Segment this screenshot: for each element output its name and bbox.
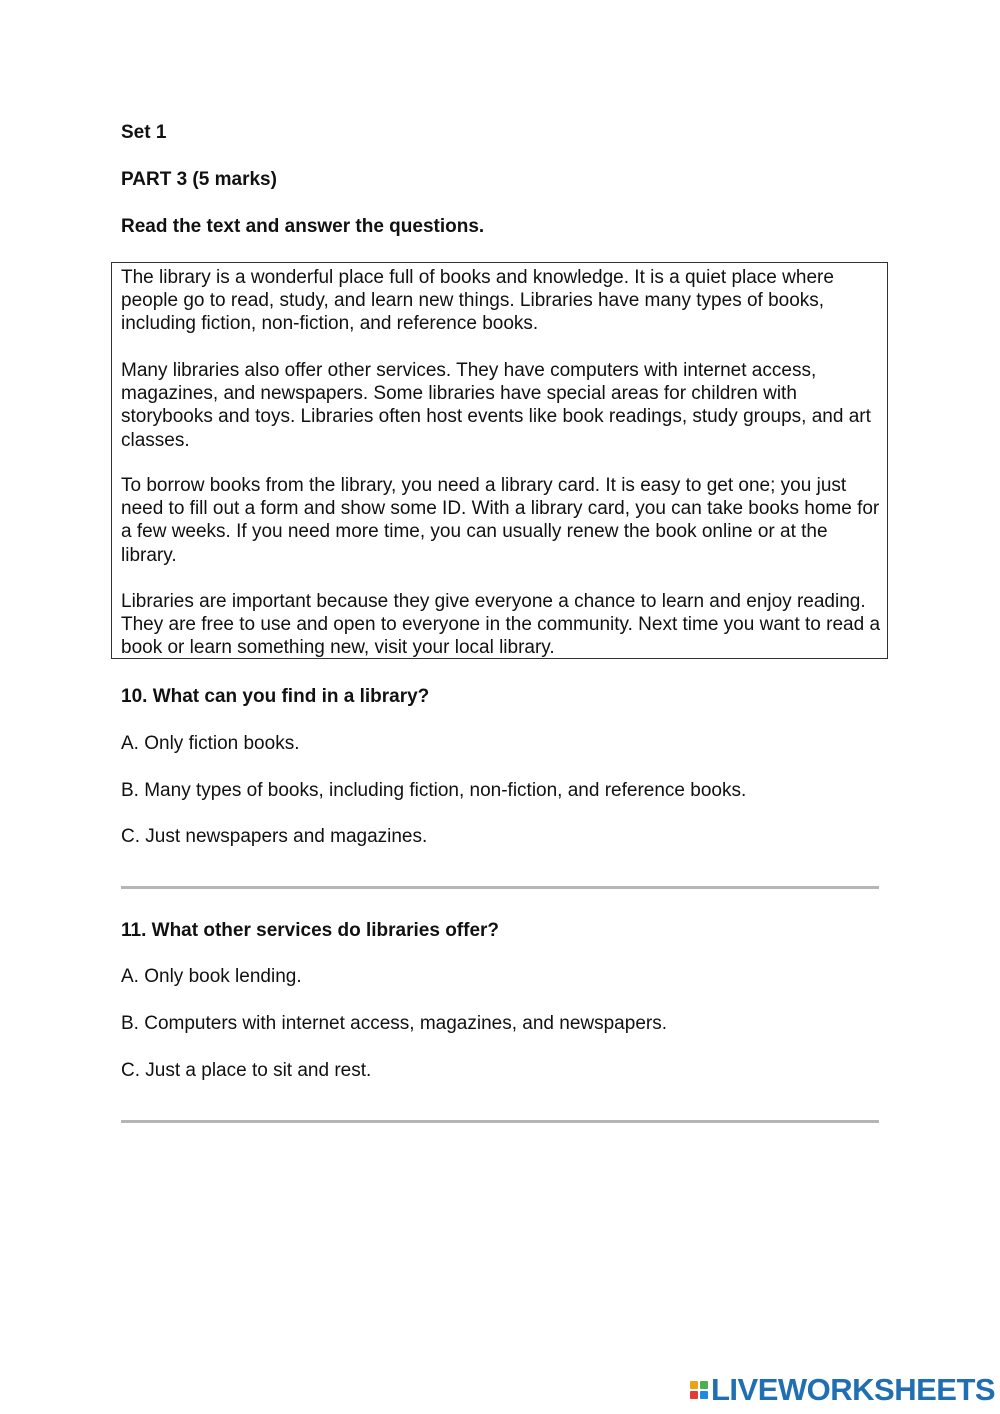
question-10-option-c[interactable]: C. Just newspapers and magazines. (121, 826, 428, 847)
liveworksheets-brand (690, 1373, 995, 1407)
instruction: Read the text and answer the questions. (121, 216, 485, 237)
logo-square-3 (690, 1391, 698, 1399)
brand-name: LIVEWORKSHEETS (711, 1372, 996, 1407)
part-title: PART 3 (5 marks) (121, 169, 277, 190)
passage-paragraph-3: To borrow books from the library, you need a library card. It is easy to get one; you just need to fill out a form and show some ID. With a library card, you can take books home for a few weeks. If you need more time, you can usually renew the book online or at the library. (121, 475, 880, 566)
question-11-prompt: 11. What other services do libraries offer? (121, 920, 500, 941)
question-11-option-a[interactable]: A. Only book lending. (121, 966, 302, 987)
logo-square-4 (700, 1391, 708, 1399)
logo-square-2 (700, 1381, 708, 1389)
liveworksheets-logo-icon (690, 1381, 708, 1399)
question-11-answer-line[interactable] (121, 1120, 879, 1123)
passage-paragraph-1: The library is a wonderful place full of books and knowledge. It is a quiet place where people go to read, study, and learn new things. Libraries have many types of books, including fiction, non-fiction, and reference books. (121, 267, 834, 335)
set-title: Set 1 (121, 122, 167, 143)
question-10-option-a[interactable]: A. Only fiction books. (121, 733, 300, 754)
passage-paragraph-2: Many libraries also offer other services. They have computers with internet access, magazines, and newspapers. Some libraries have special areas for children with storybooks and toys. Libraries often host events like book readings, study groups, and art classes. (121, 360, 871, 451)
question-10-answer-line[interactable] (121, 886, 879, 889)
question-10-option-b[interactable]: B. Many types of books, including fiction, non-fiction, and reference books. (121, 780, 747, 801)
question-10-prompt: 10. What can you find in a library? (121, 686, 430, 707)
logo-square-1 (690, 1381, 698, 1389)
question-11-option-b[interactable]: B. Computers with internet access, magazines, and newspapers. (121, 1013, 667, 1034)
passage-paragraph-4: Libraries are important because they give everyone a chance to learn and enjoy reading. They are free to use and open to everyone in the community. Next time you want to read a book or learn something new, visit your local library. (121, 591, 881, 659)
reading-passage-box (111, 262, 888, 659)
question-11-option-c[interactable]: C. Just a place to sit and rest. (121, 1060, 372, 1081)
